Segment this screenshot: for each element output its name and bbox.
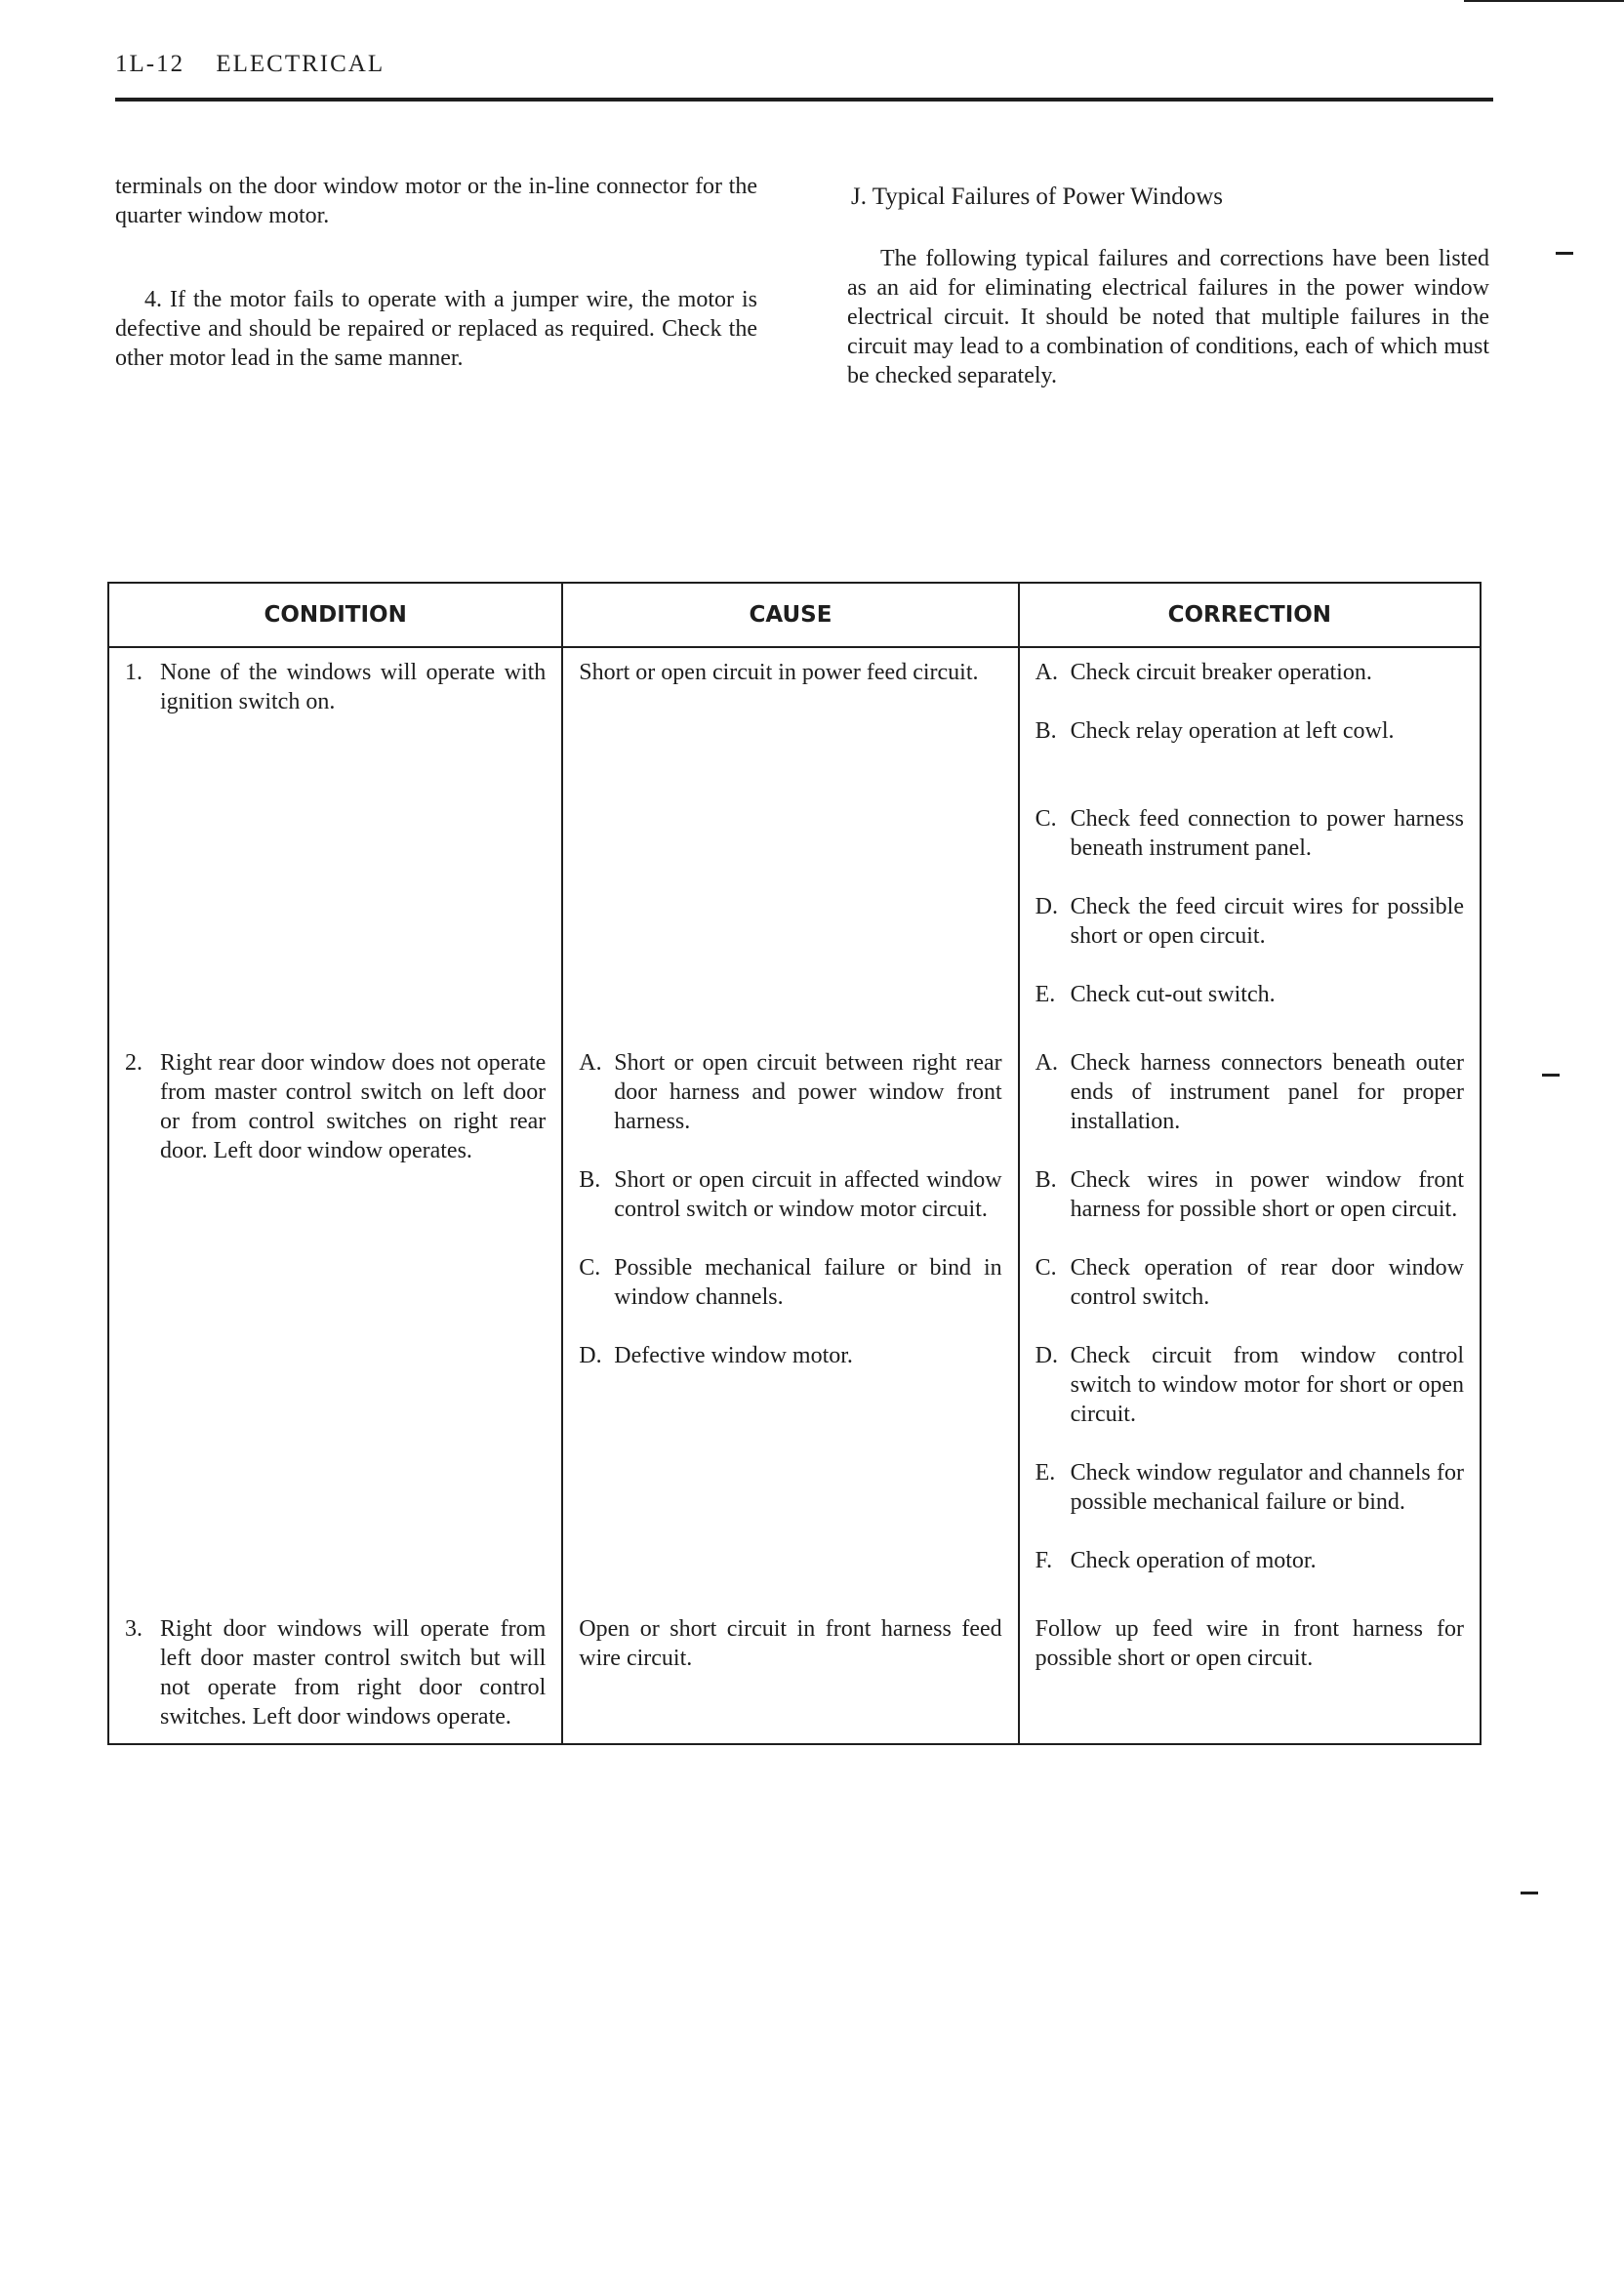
correction-text: Follow up feed wire in front harness for possible short or open circuit. <box>1035 1616 1464 1671</box>
condition-cell <box>108 1605 562 1744</box>
correction-cell <box>1019 1038 1481 1605</box>
correction-text: Check circuit breaker operation. <box>1070 660 1372 685</box>
correction-label: D. <box>1035 894 1058 919</box>
page-number: 1L-12 <box>115 51 185 77</box>
cause-cell <box>562 647 1018 1038</box>
cause-cell <box>562 1605 1018 1744</box>
right-paragraph-1: The following typical failures and corrections have been listed as an aid for eliminating electrical failures in the power window electrical circuit. It should be noted that multiple failures in the circuit may lead to a combination of conditions, each of which must be checked separately. <box>847 246 1489 388</box>
correction-text: Check relay operation at left cowl. <box>1070 718 1395 744</box>
page-header <box>115 51 385 78</box>
condition-text: Right door windows will operate from left door master control switch but will not operate from right door control switches. Left door windows operate. <box>160 1616 547 1730</box>
correction-label: E. <box>1035 982 1056 1007</box>
condition-number: 2. <box>125 1050 142 1076</box>
cause-label: C. <box>579 1255 601 1281</box>
cause-text: Defective window motor. <box>614 1343 853 1368</box>
section-title: ELECTRICAL <box>216 51 386 77</box>
cause-text: Possible mechanical failure or bind in window channels. <box>614 1255 1002 1310</box>
table-header-row <box>108 583 1481 647</box>
condition-text: Right rear door window does not operate from master control switch on left door or from control switches on right rear door. Left door window operates. <box>160 1050 547 1163</box>
margin-tick <box>1542 1074 1560 1077</box>
cause-header: CAUSE <box>562 583 1018 647</box>
cause-label: B. <box>579 1167 601 1193</box>
correction-cell <box>1019 1605 1481 1744</box>
header-rule <box>115 98 1493 102</box>
correction-label: A. <box>1035 660 1058 685</box>
cause-label: A. <box>579 1050 602 1076</box>
condition-number: 1. <box>125 660 142 685</box>
margin-tick <box>1521 1892 1538 1894</box>
section-heading: J. Typical Failures of Power Windows <box>851 183 1224 210</box>
correction-label: E. <box>1035 1460 1056 1486</box>
margin-tick <box>1556 252 1573 255</box>
cause-text: Short or open circuit in power feed circuit. <box>579 660 979 685</box>
correction-text: Check window regulator and channels for possible mechanical failure or bind. <box>1070 1460 1464 1515</box>
correction-label: F. <box>1035 1548 1053 1573</box>
correction-text: Check operation of motor. <box>1070 1548 1317 1573</box>
correction-header: CORRECTION <box>1019 583 1481 647</box>
correction-text: Check cut-out switch. <box>1070 982 1276 1007</box>
correction-label: C. <box>1035 806 1057 832</box>
table-row <box>108 1605 1481 1744</box>
table-row <box>108 647 1481 1038</box>
cause-label: D. <box>579 1343 602 1368</box>
table-row <box>108 1038 1481 1605</box>
correction-text: Check circuit from window control switch to window motor for short or open circuit. <box>1070 1343 1464 1427</box>
correction-text: Check the feed circuit wires for possible short or open circuit. <box>1070 894 1464 949</box>
corner-rule <box>1464 0 1624 2</box>
correction-label: D. <box>1035 1343 1058 1368</box>
correction-label: B. <box>1035 1167 1057 1193</box>
condition-cell <box>108 647 562 1038</box>
condition-cell <box>108 1038 562 1605</box>
condition-number: 3. <box>125 1616 142 1642</box>
left-paragraph-2: 4. If the motor fails to operate with a jumper wire, the motor is defective and should be repaired or replaced as required. Check the other motor lead in the same manner. <box>115 287 757 371</box>
correction-text: Check operation of rear door window control switch. <box>1070 1255 1464 1310</box>
cause-cell <box>562 1038 1018 1605</box>
condition-header: CONDITION <box>108 583 562 647</box>
correction-text: Check wires in power window front harness for possible short or open circuit. <box>1070 1167 1464 1222</box>
correction-label: B. <box>1035 718 1057 744</box>
troubleshooting-table <box>107 582 1482 1745</box>
correction-label: A. <box>1035 1050 1058 1076</box>
correction-text: Check harness connectors beneath outer ends of instrument panel for proper installation. <box>1070 1050 1464 1134</box>
correction-label: C. <box>1035 1255 1057 1281</box>
correction-cell <box>1019 647 1481 1038</box>
cause-text: Open or short circuit in front harness feed wire circuit. <box>579 1616 1002 1671</box>
cause-text: Short or open circuit in affected window control switch or window motor circuit. <box>614 1167 1002 1222</box>
left-paragraph-1: terminals on the door window motor or the in-line connector for the quarter window motor. <box>115 174 757 228</box>
correction-text: Check feed connection to power harness beneath instrument panel. <box>1070 806 1464 861</box>
condition-text: None of the windows will operate with ignition switch on. <box>160 660 547 714</box>
cause-text: Short or open circuit between right rear door harness and power window front harness. <box>614 1050 1002 1134</box>
